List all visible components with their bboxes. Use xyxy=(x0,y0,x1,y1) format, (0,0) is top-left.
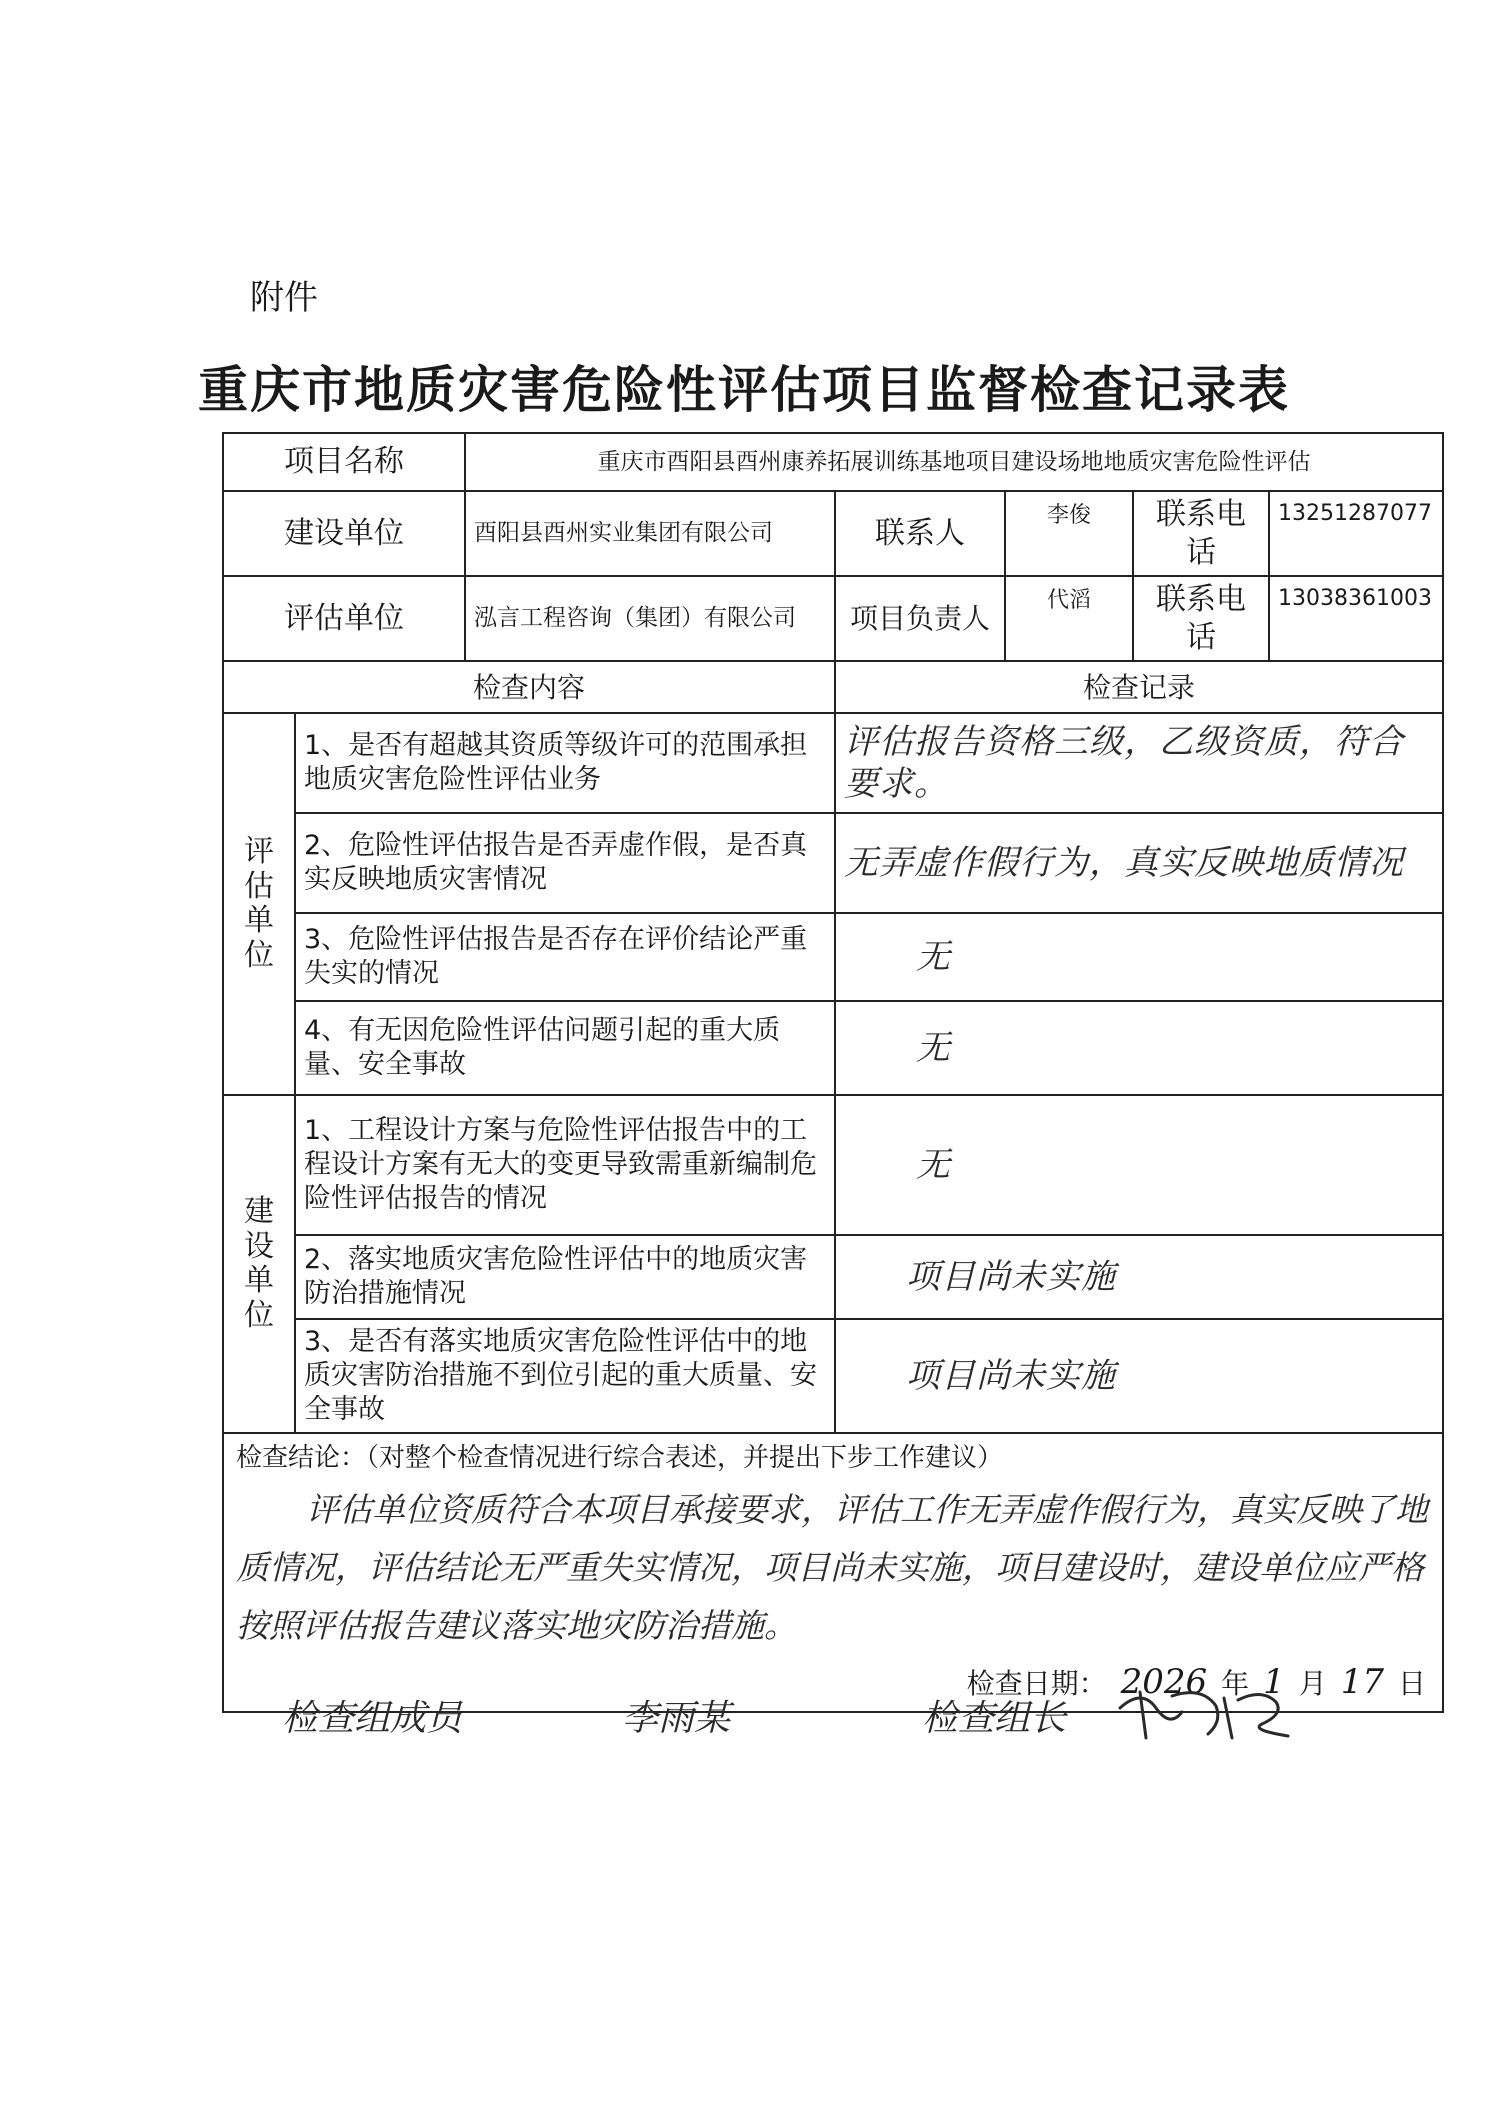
leader-phone-label: 联系电话 xyxy=(1133,576,1269,661)
table-row xyxy=(223,1235,1443,1319)
column-header-row xyxy=(223,661,1443,713)
group-label-assessor: 评 估 单 位 xyxy=(223,713,295,1095)
conclusion-text: 评估单位资质符合本项目承接要求，评估工作无弄虚作假行为，真实反映了地质情况，评估结论无严重失实情况，项目尚未实施，项目建设时，建设单位应严格按照评估报告建议落实地灾防治措施。 xyxy=(236,1489,1428,1645)
question-cell: 3、危险性评估报告是否存在评价结论严重失实的情况 xyxy=(295,913,835,1001)
answer-handwritten: 项目尚未实施 xyxy=(835,1235,1443,1319)
question-cell: 3、是否有落实地质灾害危险性评估中的地质灾害防治措施不到位引起的重大质量、安全事故 xyxy=(295,1319,835,1433)
assessor-label: 评估单位 xyxy=(223,576,465,661)
date-month: 1 xyxy=(1263,1661,1285,1702)
leader-sign-label: 检查组长 xyxy=(922,1698,1067,1739)
conclusion-cell xyxy=(223,1433,1443,1712)
table-row xyxy=(223,1095,1443,1235)
answer-handwritten: 项目尚未实施 xyxy=(835,1319,1443,1433)
date-label: 检查日期： xyxy=(966,1666,1107,1700)
answer-handwritten: 无 xyxy=(835,1001,1443,1095)
answer-handwritten: 无弄虚作假行为，真实反映地质情况 xyxy=(835,813,1443,913)
assessor-row xyxy=(223,576,1443,661)
contact-phone-value: 13251287077 xyxy=(1269,491,1443,576)
builder-row xyxy=(223,491,1443,576)
header-record: 检查记录 xyxy=(835,661,1443,713)
conclusion-label: 检查结论：（对整个检查情况进行综合表述，并提出下步工作建议） xyxy=(236,1443,1004,1473)
table-row xyxy=(223,1001,1443,1095)
question-cell: 4、有无因危险性评估问题引起的重大质量、安全事故 xyxy=(295,1001,835,1095)
project-name-label: 项目名称 xyxy=(223,433,465,491)
date-month-unit: 月 xyxy=(1298,1666,1327,1700)
conclusion-row xyxy=(223,1433,1443,1712)
date-day-unit: 日 xyxy=(1398,1666,1427,1700)
leader-label: 项目负责人 xyxy=(835,576,1005,661)
signature-row xyxy=(282,1690,1322,1750)
answer-handwritten: 无 xyxy=(835,913,1443,1001)
question-cell: 2、落实地质灾害危险性评估中的地质灾害防治措施情况 xyxy=(295,1235,835,1319)
date-year: 2026 xyxy=(1120,1661,1208,1702)
page-title: 重庆市地质灾害危险性评估项目监督检查记录表 xyxy=(198,360,1290,419)
builder-value: 酉阳县酉州实业集团有限公司 xyxy=(465,491,835,576)
contact-label: 联系人 xyxy=(835,491,1005,576)
date-day: 17 xyxy=(1340,1661,1385,1702)
contact-value: 李俊 xyxy=(1005,491,1133,576)
table-row xyxy=(223,913,1443,1001)
leader-signature xyxy=(1112,1678,1302,1748)
attachment-label: 附件 xyxy=(250,278,318,318)
member-label: 检查组成员 xyxy=(282,1698,463,1739)
question-cell: 2、危险性评估报告是否弄虚作假，是否真实反映地质灾害情况 xyxy=(295,813,835,913)
table-row xyxy=(223,713,1443,813)
date-year-unit: 年 xyxy=(1221,1666,1250,1700)
builder-label: 建设单位 xyxy=(223,491,465,576)
contact-phone-label: 联系电话 xyxy=(1133,491,1269,576)
answer-handwritten: 无 xyxy=(835,1095,1443,1235)
table-row xyxy=(223,813,1443,913)
member-signature: 李雨某 xyxy=(622,1698,731,1739)
header-content: 检查内容 xyxy=(223,661,835,713)
question-cell: 1、是否有超越其资质等级许可的范围承担地质灾害危险性评估业务 xyxy=(295,713,835,813)
project-name-row xyxy=(223,433,1443,491)
leader-value: 代滔 xyxy=(1005,576,1133,661)
inspection-form-table xyxy=(222,432,1444,1713)
group-label-builder: 建 设 单 位 xyxy=(223,1095,295,1433)
table-row xyxy=(223,1319,1443,1433)
project-name-value: 重庆市酉阳县酉州康养拓展训练基地项目建设场地地质灾害危险性评估 xyxy=(465,433,1443,491)
question-cell: 1、工程设计方案与危险性评估报告中的工程设计方案有无大的变更导致需重新编制危险性评估报告的情况 xyxy=(295,1095,835,1235)
answer-handwritten: 评估报告资格三级，乙级资质，符合要求。 xyxy=(835,713,1443,813)
leader-phone-value: 13038361003 xyxy=(1269,576,1443,661)
assessor-value: 泓言工程咨询（集团）有限公司 xyxy=(465,576,835,661)
